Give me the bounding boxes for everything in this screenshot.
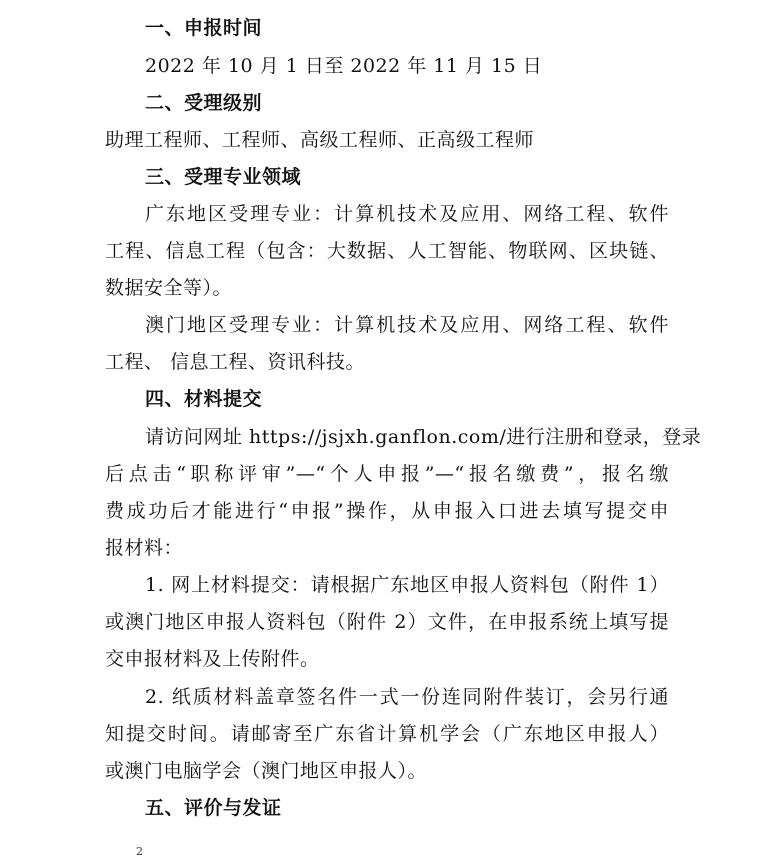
paragraph-line: 工程、信息工程（包含：大数据、人工智能、物联网、区块链、 [105, 240, 669, 262]
paragraph-line: 请访问网址 https://jsjxh.ganflon.com/进行注册和登录，登录 [145, 426, 702, 448]
section-heading-application-time: 一、申报时间 [145, 17, 263, 39]
paragraph-line: 知提交时间。请邮寄至广东省计算机学会（广东地区申报人） [105, 723, 669, 745]
section-heading-fields: 三、受理专业领域 [145, 166, 302, 188]
application-time-text: 2022 年 10 月 1 日至 2022 年 11 月 15 日 [145, 55, 543, 77]
paragraph-line: 2. 纸质材料盖章签名件一式一份连同附件装订，会另行通 [145, 686, 669, 708]
paragraph-line: 交申报材料及上传附件。 [105, 648, 320, 670]
paragraph-line: 数据安全等）。 [105, 277, 233, 299]
paragraph-line: 费成功后才能进行“申报”操作，从申报入口进去填写提交申 [105, 500, 669, 522]
paragraph-line: 澳门地区受理专业：计算机技术及应用、网络工程、软件 [145, 314, 669, 336]
paragraph-line: 广东地区受理专业：计算机技术及应用、网络工程、软件 [145, 203, 669, 225]
page-number: 2 [136, 845, 143, 858]
paragraph-line: 报材料： [105, 537, 184, 559]
section-heading-evaluation: 五、评价与发证 [145, 797, 282, 819]
levels-text: 助理工程师、工程师、高级工程师、正高级工程师 [105, 129, 535, 151]
section-heading-submission: 四、材料提交 [145, 388, 263, 410]
paragraph-line: 工程、 信息工程、资讯科技。 [105, 351, 366, 373]
section-heading-levels: 二、受理级别 [145, 92, 263, 114]
paragraph-line: 或澳门地区申报人资料包（附件 2）文件，在申报系统上填写提 [105, 611, 669, 633]
paragraph-line: 1. 网上材料提交：请根据广东地区申报人资料包（附件 1） [145, 574, 669, 596]
paragraph-line: 或澳门电脑学会（澳门地区申报人）。 [105, 760, 428, 782]
paragraph-line: 后点击“职称评审”—“个人申报”—“报名缴费”，报名缴 [105, 463, 669, 485]
